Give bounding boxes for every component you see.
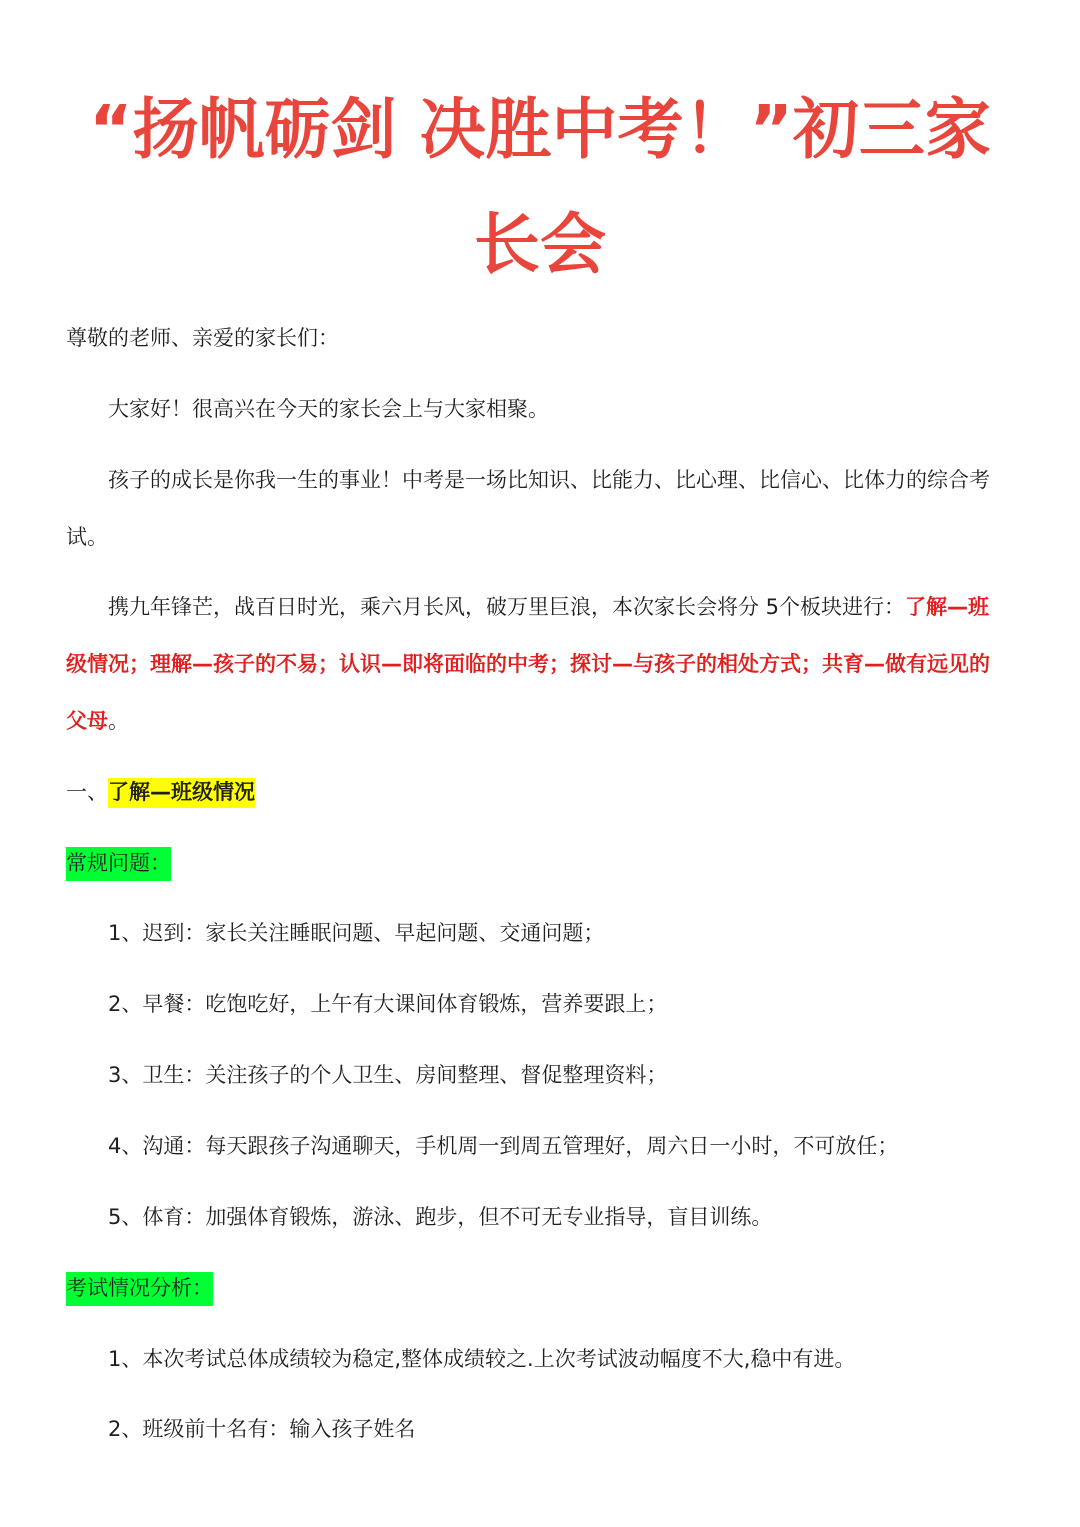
paragraph-agenda-line-2: 级情况；理解—孩子的不易；认识—即将面临的中考；探讨—与孩子的相处方式；共育—做有远见的: [66, 652, 990, 676]
list-item: 5、体育：加强体育锻炼，游泳、跑步，但不可无专业指导，盲目训练。: [108, 1205, 773, 1229]
subheading-routine: [66, 848, 171, 878]
list-item: 1、本次考试总体成绩较为稳定,整体成绩较之.上次考试波动幅度不大,稳中有进。: [108, 1347, 856, 1371]
paragraph-agenda-line-3: [66, 706, 129, 736]
subheading-exam-analysis: [66, 1273, 213, 1303]
section-heading-1: [66, 777, 255, 807]
list-item: 2、早餐：吃饱吃好，上午有大课间体育锻炼，营养要跟上；: [108, 992, 668, 1016]
document-title-line-2: 长会: [474, 206, 606, 283]
paragraph-growth-line-2: 试。: [66, 525, 108, 549]
agenda-last-red-text: 父母: [66, 709, 108, 733]
section-heading-prefix: 一、: [66, 780, 108, 804]
agenda-end-punct: 。: [108, 709, 129, 733]
document-title-line-1: “扬帆砺剑 决胜中考！”初三家: [89, 91, 991, 168]
paragraph-growth-line-1: 孩子的成长是你我一生的事业！中考是一场比知识、比能力、比心理、比信心、比体力的综合考: [108, 468, 990, 492]
agenda-intro-text: 携九年锋芒，战百日时光，乘六月长风，破万里巨浪，本次家长会将分 5个板块进行：: [108, 595, 906, 619]
paragraph-welcome: 大家好！很高兴在今天的家长会上与大家相聚。: [108, 397, 549, 421]
list-item: 2、班级前十名有：输入孩子姓名: [108, 1417, 416, 1441]
paragraph-agenda-line-1: [108, 592, 989, 622]
greeting: 尊敬的老师、亲爱的家长们：: [66, 326, 339, 350]
subheading-exam-highlight: 考试情况分析：: [66, 1272, 213, 1306]
list-item: 4、沟通：每天跟孩子沟通聊天，手机周一到周五管理好，周六日一小时，不可放任；: [108, 1134, 899, 1158]
section-heading-highlight: 了解—班级情况: [108, 778, 255, 808]
list-item: 1、迟到：家长关注睡眠问题、早起问题、交通问题；: [108, 921, 605, 945]
agenda-item-red-text: 了解—班: [905, 595, 990, 619]
list-item: 3、卫生：关注孩子的个人卫生、房间整理、督促整理资料；: [108, 1063, 668, 1087]
subheading-routine-highlight: 常规问题：: [66, 847, 171, 881]
